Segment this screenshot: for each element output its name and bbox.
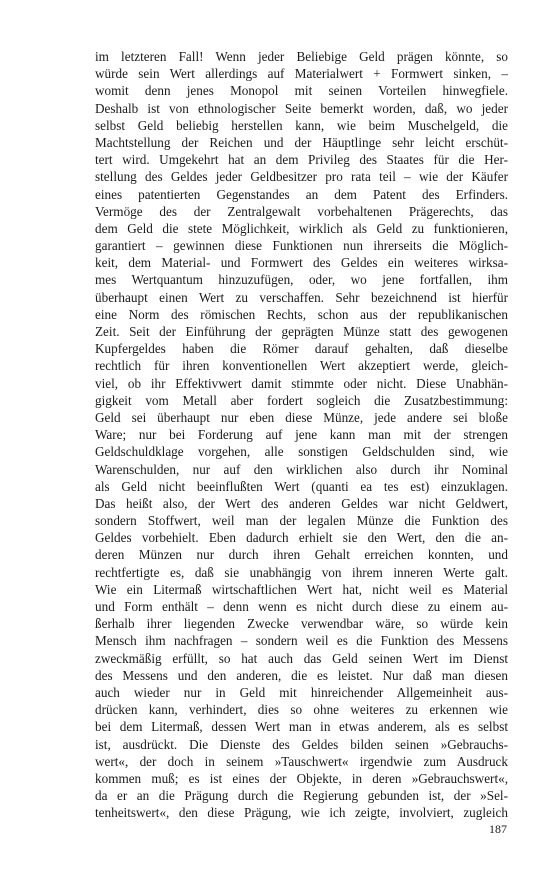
text-line: und Form enthält – denn wenn es nicht durch diese zu einem au- bbox=[95, 599, 508, 614]
body-text bbox=[95, 48, 508, 821]
text-line: viel, ob ihr Effektivwert damit stimmte oder nicht. Diese Unabhän- bbox=[95, 375, 508, 391]
text-line: eine Norm des römischen Rechts, schon aus der republikanischen bbox=[95, 306, 508, 322]
text-line: Kupfergeldes haben die Römer darauf gehalten, daß dieselbe bbox=[95, 341, 508, 357]
text-line: Wie ein Litermaß wirtschaftlichen Wert hat, nicht weil es Material bbox=[95, 581, 508, 597]
text-line: garantiert – gewinnen diese Funktionen nun ihrerseits die Möglich- bbox=[95, 238, 508, 254]
text-line: auch wieder nur in Geld mit hinreichender Allgemeinheit aus- bbox=[95, 684, 508, 700]
text-line: zweckmäßig erfüllt, so hat auch das Geld seinen Wert im Dienst bbox=[95, 650, 508, 666]
text-line: würde sein Wert allerdings auf Materialwert + Formwert sinken, – bbox=[95, 66, 508, 82]
text-line: stellung des Geldes jeder Geldbesitzer pro rata teil – wie der Käufer bbox=[95, 169, 508, 185]
text-line: mes Wertquantum hinzuzufügen, oder, wo jene fortfallen, ihm bbox=[95, 272, 508, 288]
text-line: selbst Geld beliebig herstellen kann, wie beim Muschelgeld, die bbox=[95, 117, 508, 133]
text-line: kommen muß; es ist eines der Objekte, in deren »Gebrauchswert«, bbox=[95, 770, 508, 786]
text-line: womit denn jenes Monopol mit seinen Vorteilen hinwegfiele. bbox=[95, 83, 508, 99]
text-line: da er an die Prägung durch die Regierung gebunden ist, der »Sel- bbox=[95, 788, 508, 804]
text-line: rechtlich für ihren konventionellen Wert akzeptiert werde, gleich- bbox=[95, 358, 508, 374]
text-line: tert wird. Umgekehrt hat an dem Privileg des Staates für die Her- bbox=[95, 152, 508, 168]
text-line: Das heißt also, der Wert des anderen Geldes war nicht Geldwert, bbox=[95, 495, 508, 511]
text-line: eines patentierten Gegenstandes an dem Patent des Erfinders. bbox=[95, 186, 508, 202]
text-line: ßerhalb ihrer liegenden Zwecke verwendbar wäre, so würde kein bbox=[95, 616, 508, 632]
text-line: Warenschulden, nur auf den wirklichen also durch ihr Nominal bbox=[95, 461, 508, 477]
text-line: Machtstellung der Reichen und der Häuptlinge sehr leicht erschüt- bbox=[95, 134, 508, 150]
text-line: keit, dem Material- und Formwert des Geldes ein weiteres wirksa- bbox=[95, 255, 508, 271]
text-line: rechtfertigte es, daß sie unabhängig von ihrem inneren Werte galt. bbox=[95, 564, 508, 580]
text-line: gigkeit vom Metall aber fordert sogleich die Zusatzbestimmung: bbox=[95, 392, 508, 408]
text-line: Deshalb ist von ethnologischer Seite bemerkt worden, daß, wo jeder bbox=[95, 100, 508, 116]
text-line: Zeit. Seit der Einführung der geprägten Münze statt des gewogenen bbox=[95, 324, 508, 339]
text-line: drücken kann, verhindert, dies so ohne weiteres zu erkennen wie bbox=[95, 702, 508, 718]
text-line: deren Münzen nur durch ihren Gehalt erreichen konnten, und bbox=[95, 547, 508, 563]
text-line: Mensch ihm nachfragen – sondern weil es die Funktion des Messens bbox=[95, 633, 508, 649]
text-line: überhaupt einen Wert zu verschaffen. Sehr bezeichnend ist hierfür bbox=[95, 289, 508, 305]
text-line: im letzteren Fall! Wenn jeder Beliebige Geld prägen könnte, so bbox=[95, 49, 508, 64]
text-line: Geld sei überhaupt nur eben diese Münze, jede andere sei bloße bbox=[95, 409, 508, 425]
text-line: dem Geld die stete Möglichkeit, wirklich als Geld zu funktionieren, bbox=[95, 220, 508, 236]
text-line: Vermöge des der Zentralgewalt vorbehaltenen Prägerechts, das bbox=[95, 203, 508, 219]
text-line: ist, ausdrückt. Die Dienste des Geldes bilden seinen »Gebrauchs- bbox=[95, 736, 508, 752]
text-line: tenheitswert«, den diese Prägung, wie ich zeigte, involviert, zugleich bbox=[95, 805, 508, 821]
text-line: Ware; nur bei Forderung auf jene kann man mit der strengen bbox=[95, 427, 508, 443]
text-line: Geldschuldklage vorgehen, alle sonstigen Geldschulden sind, wie bbox=[95, 444, 508, 460]
text-line: wert«, der doch in seinem »Tauschwert« irgendwie zum Ausdruck bbox=[95, 753, 508, 769]
text-line: sondern Stoffwert, weil man der legalen Münze die Funktion des bbox=[95, 513, 508, 529]
page-number: 187 bbox=[489, 822, 507, 836]
text-line: Geldes vorbehielt. Eben dadurch erhielt sie den Wert, den die an- bbox=[95, 530, 508, 546]
text-line: als Geld nicht beeinflußten Wert (quanti ea tes est) einzuklagen. bbox=[95, 478, 508, 494]
text-line: bei dem Litermaß, dessen Wert man in etwas anderem, als es selbst bbox=[95, 719, 508, 735]
text-line: des Messens und den anderen, die es leistet. Nur daß man diesen bbox=[95, 667, 508, 683]
